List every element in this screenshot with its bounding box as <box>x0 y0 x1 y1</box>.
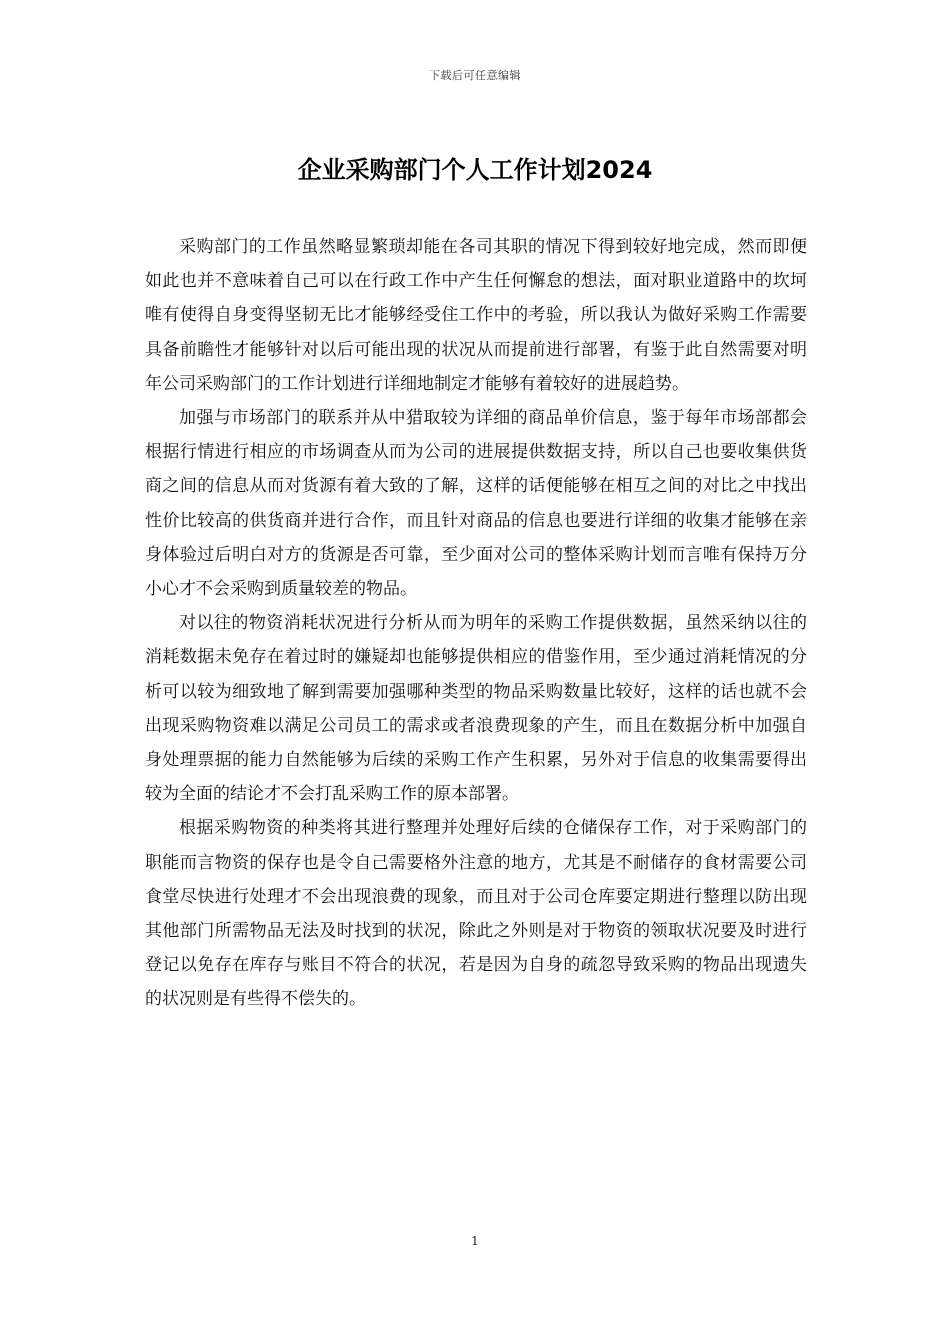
page-number: 1 <box>471 1234 479 1248</box>
paragraph: 根据采购物资的种类将其进行整理并处理好后续的仓储保存工作，对于采购部门的职能而言物资的保存也是令自己需要格外注意的地方，尤其是不耐储存的食材需要公司食堂尽快进行处理才不会出现浪费的现象，而且对于公司仓库要定期进行整理以防出现其他部门所需物品无法及时找到的状况，除此之外则是对于物资的领取状况要及时进行登记以免存在库存与账目不符合的状况，若是因为自身的疏忽导致采购的物品出现遗失的状况则是有些得不偿失的。 <box>145 818 807 1010</box>
paragraph: 对以往的物资消耗状况进行分析从而为明年的采购工作提供数据，虽然采纳以往的消耗数据未免存在着过时的嫌疑却也能够提供相应的借鉴作用，至少通过消耗情况的分析可以较为细致地了解到需要加强哪种类型的物品采购数量比较好，这样的话也就不会出现采购物资难以满足公司员工的需求或者浪费现象的产生，而且在数据分析中加强自身处理票据的能力自然能够为后续的采购工作产生积累，另外对于信息的收集需要得出较为全面的结论才不会打乱采购工作的原本部署。 <box>145 613 807 805</box>
header-note: 下载后可任意编辑 <box>429 69 521 82</box>
document-title: 企业采购部门个人工作计划2024 <box>297 156 653 184</box>
paragraph: 采购部门的工作虽然略显繁琐却能在各司其职的情况下得到较好地完成，然而即便如此也并不意味着自己可以在行政工作中产生任何懈怠的想法，面对职业道路中的坎坷唯有使得自身变得坚韧无比才能够经受住工作中的考验，所以我认为做好采购工作需要具备前瞻性才能够针对以后可能出现的状况从而提前进行部署，有鉴于此自然需要对明年公司采购部门的工作计划进行详细地制定才能够有着较好的进展趋势。 <box>145 237 807 394</box>
document-body <box>145 230 807 1017</box>
paragraph: 加强与市场部门的联系并从中猎取较为详细的商品单价信息，鉴于每年市场部都会根据行情进行相应的市场调查从而为公司的进展提供数据支持，所以自己也要收集供货商之间的信息从而对货源有着大致的了解，这样的话便能够在相互之间的对比之中找出性价比较高的供货商并进行合作，而且针对商品的信息也要进行详细的收集才能够在亲身体验过后明白对方的货源是否可靠，至少面对公司的整体采购计划而言唯有保持万分小心才不会采购到质量较差的物品。 <box>145 408 807 600</box>
